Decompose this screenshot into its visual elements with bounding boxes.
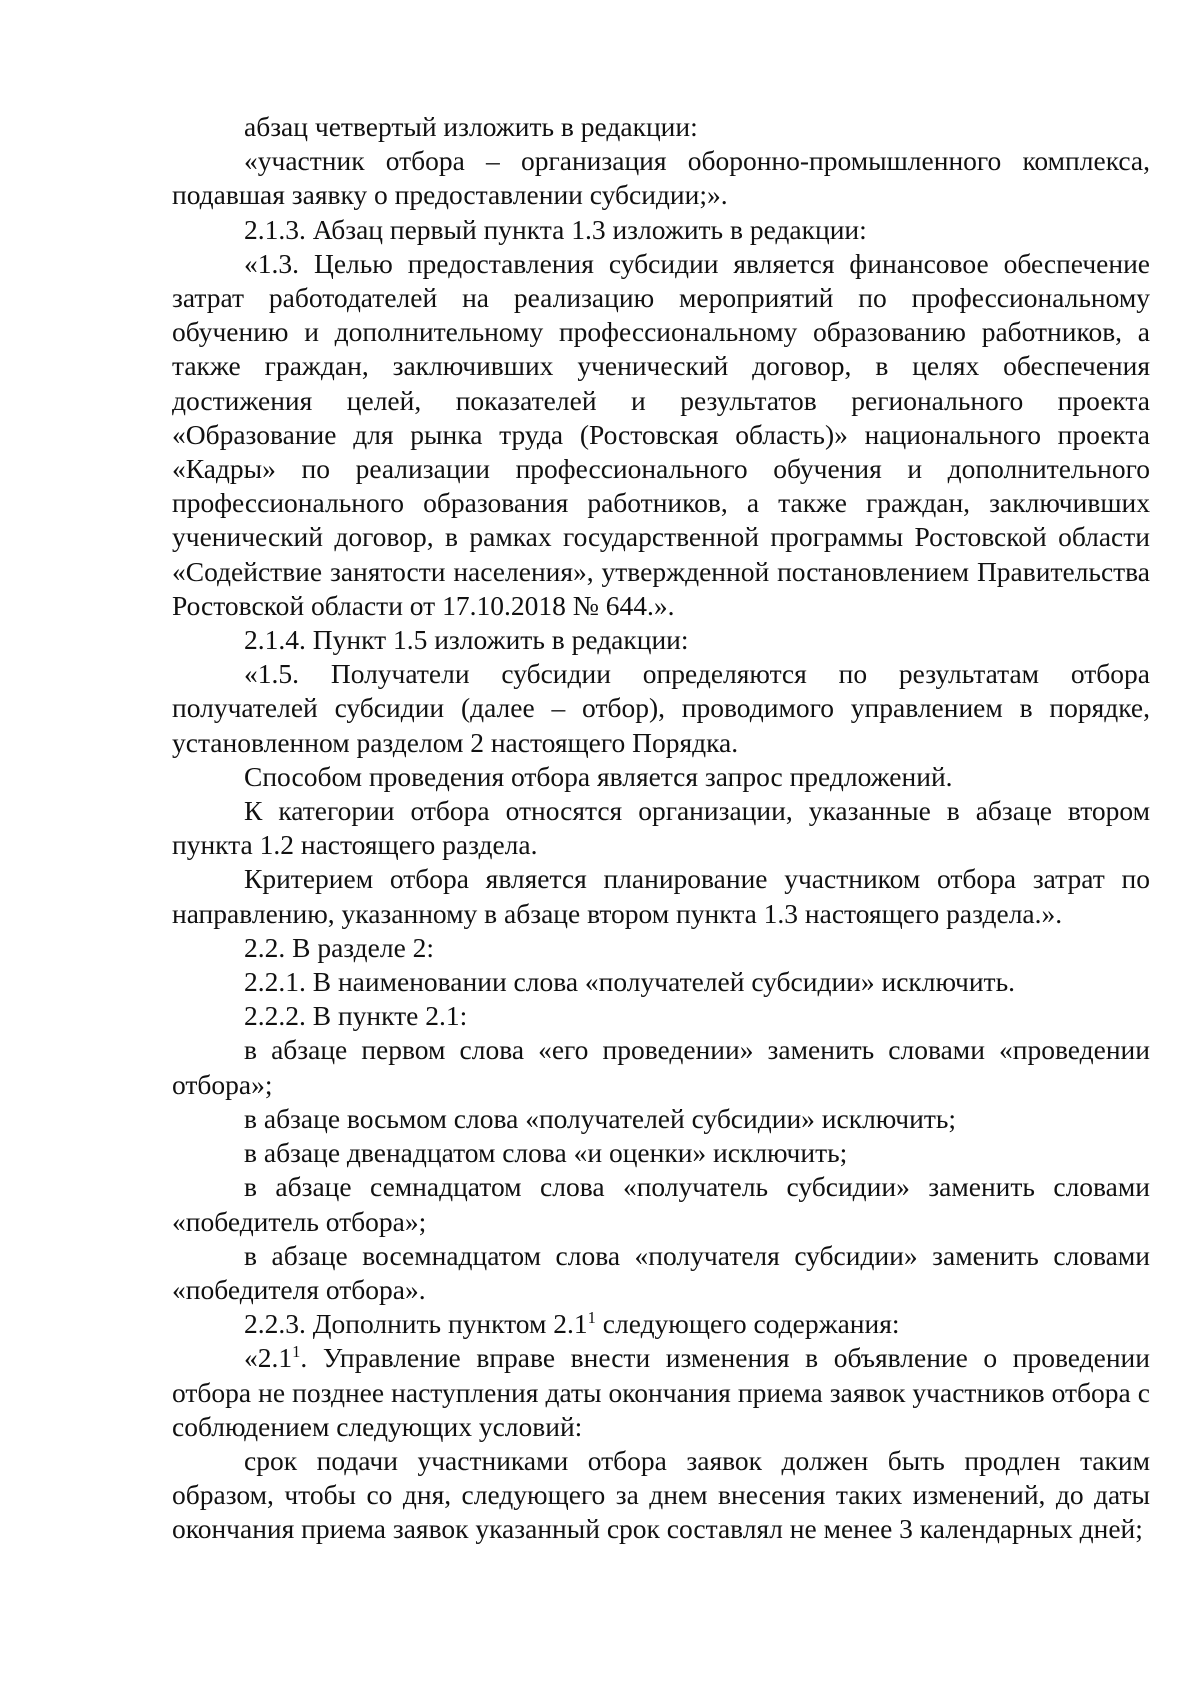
paragraph: «1.5. Получатели субсидии определяются по результатам отбора получателей субсидии (далее – отбор), проводимого управлением в порядке, установленном разделом 2 настоящего Порядка. <box>172 658 1150 758</box>
paragraph <box>172 1307 1150 1341</box>
superscript: 1 <box>292 1342 301 1362</box>
paragraph-text: . Управление вправе внести изменения в объявление о проведении отбора не позднее наступления даты окончания приема заявок участников отбора с соблюдением следующих условий: <box>172 1342 1150 1442</box>
paragraph: в абзаце двенадцатом слова «и оценки» исключить; <box>244 1137 848 1169</box>
superscript: 1 <box>587 1307 596 1327</box>
paragraph: 2.2. В разделе 2: <box>244 931 435 963</box>
paragraph: Критерием отбора является планирование участником отбора затрат по направлению, указанному в абзаце втором пункта 1.3 настоящего раздела.». <box>172 863 1150 929</box>
paragraph: К категории отбора относятся организации, указанные в абзаце втором пункта 1.2 настоящего раздела. <box>172 795 1150 861</box>
paragraph <box>172 1341 1150 1444</box>
paragraph-text: «2.1 <box>244 1342 293 1374</box>
paragraph: Способом проведения отбора является запрос предложений. <box>244 760 953 792</box>
paragraph: в абзаце первом слова «его проведении» заменить словами «проведении отбора»; <box>172 1034 1150 1100</box>
paragraph-text: 2.2.3. Дополнить пунктом 2.1 <box>244 1308 588 1340</box>
document-page <box>172 110 1150 1547</box>
paragraph: абзац четвертый изложить в редакции: <box>244 111 698 142</box>
paragraph: 2.1.4. Пункт 1.5 изложить в редакции: <box>244 624 689 656</box>
paragraph: 2.2.2. В пункте 2.1: <box>244 1000 468 1032</box>
paragraph: в абзаце семнадцатом слова «получатель субсидии» заменить словами «победитель отбора»; <box>172 1171 1150 1237</box>
paragraph: «участник отбора – организация оборонно-промышленного комплекса, подавшая заявку о предоставлении субсидии;». <box>172 145 1150 211</box>
paragraph-text: следующего содержания: <box>595 1308 900 1340</box>
paragraph: в абзаце восьмом слова «получателей субсидии» исключить; <box>244 1102 957 1134</box>
paragraph: «1.3. Целью предоставления субсидии является финансовое обеспечение затрат работодателей на реализацию мероприятий по профессиональному обучению и дополнительному профессиональному образованию работников, а также граждан, заключивших ученический договор, в целях обеспечения достижения целей, показателей и результатов регионального проекта «Образование для рынка труда (Ростовская область)» национального проекта «Кадры» по реализации профессионального обучения и дополнительного профессионального образования работников, а также граждан, заключивших ученический договор, в рамках государственной программы Ростовской области «Содействие занятости населения», утвержденной постановлением Правительства Ростовской области от 17.10.2018 № 644.». <box>172 247 1150 621</box>
paragraph: в абзаце восемнадцатом слова «получателя субсидии» заменить словами «победителя отбора». <box>172 1239 1150 1305</box>
paragraph: 2.2.1. В наименовании слова «получателей субсидии» исключить. <box>244 966 1015 998</box>
paragraph: срок подачи участниками отбора заявок должен быть продлен таким образом, чтобы со дня, следующего за днем внесения таких изменений, до даты окончания приема заявок указанный срок составлял не менее 3 календарных дней; <box>172 1444 1150 1545</box>
paragraph: 2.1.3. Абзац первый пункта 1.3 изложить в редакции: <box>244 213 867 245</box>
